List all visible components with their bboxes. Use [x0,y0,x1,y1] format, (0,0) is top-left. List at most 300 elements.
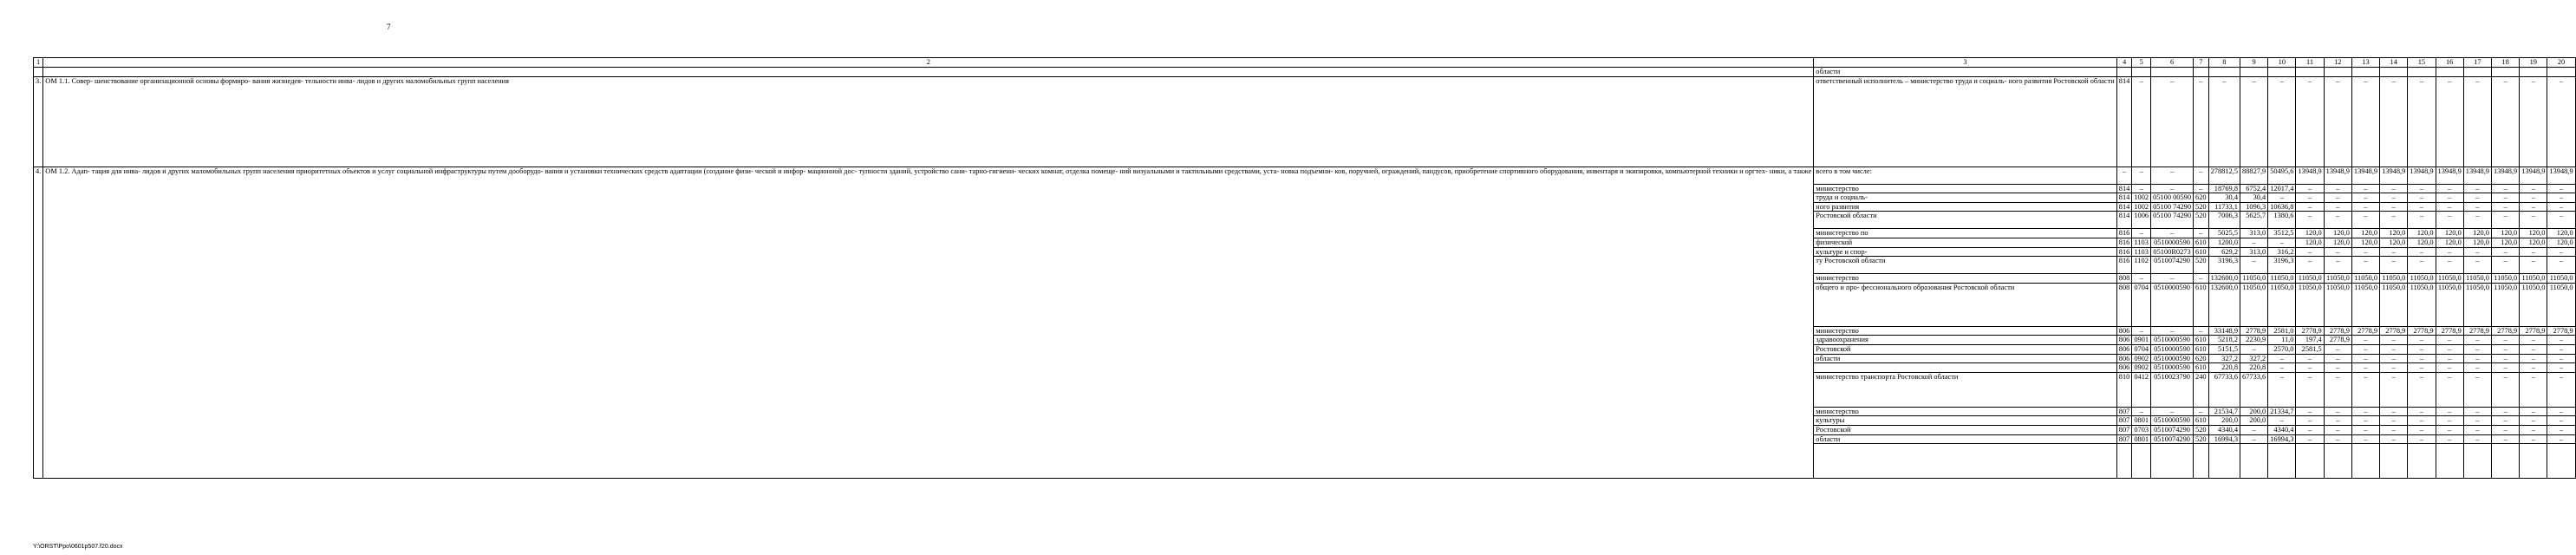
table-cell: – [2151,407,2194,416]
table-cell: – [2296,363,2324,373]
table-cell: – [2380,344,2408,354]
table-cell: 10636,8 [2268,202,2296,212]
table-cell: 0902 [2132,363,2151,373]
table-cell: 200,0 [2240,407,2268,416]
table-cell: 2778,9 [2520,326,2547,336]
table-cell: – [2547,354,2575,363]
table-cell [2194,444,2209,479]
table-cell: – [2491,184,2519,193]
table-cell: – [2194,184,2209,193]
table-cell: 0902 [2132,354,2151,363]
table-cell: – [2296,247,2324,257]
table-cell: 4. [34,166,43,479]
table-cell: 3196,3 [2268,257,2296,274]
table-cell: – [2268,372,2296,407]
column-number-cell: 12 [2324,58,2351,68]
table-cell: – [2547,336,2575,345]
table-cell: – [2436,354,2463,363]
table-cell: 13948,9 [2296,166,2324,184]
table-cell: – [2491,354,2519,363]
table-cell: 200,0 [2240,416,2268,426]
table-cell: – [2436,193,2463,203]
table-cell: 814 [2116,193,2132,203]
table-cell: – [2380,354,2408,363]
table-cell: 807 [2116,407,2132,416]
table-cell: области [1814,68,2116,77]
table-cell: 120,0 [2463,229,2491,238]
table-cell [2408,444,2436,479]
column-number-row [34,58,2576,68]
table-cell: 808 [2116,283,2132,326]
table-cell: – [2547,76,2575,166]
table-cell: – [2491,363,2519,373]
table-cell: 620 [2194,354,2209,363]
table-cell: – [2240,344,2268,354]
table-cell: 520 [2194,434,2209,444]
table-cell: 0510000590 [2151,238,2194,247]
table-cell: – [2520,257,2547,274]
table-cell: – [2351,416,2379,426]
table-cell: 2778,9 [2324,336,2351,345]
table-cell: – [2463,363,2491,373]
table-row [34,76,2576,166]
table-cell: 2230,9 [2240,336,2268,345]
table-cell: – [2194,274,2209,284]
table-cell: 11050,0 [2268,274,2296,284]
table-cell: – [2547,344,2575,354]
table-cell: – [2268,416,2296,426]
table-cell [2547,68,2575,77]
table-cell: – [2380,257,2408,274]
table-cell: 610 [2194,416,2209,426]
table-cell: – [2463,434,2491,444]
budget-table [33,57,2576,479]
table-cell: – [2240,257,2268,274]
table-cell: 16994,3 [2208,434,2240,444]
column-number-cell: 15 [2408,58,2436,68]
table-cell: министерство [1814,407,2116,416]
table-cell: ного развития [1814,202,2116,212]
table-cell: – [2491,416,2519,426]
table-cell: 11,0 [2268,336,2296,345]
table-cell: – [2351,76,2379,166]
table-cell: 1380,6 [2268,212,2296,229]
table-cell: 5151,5 [2208,344,2240,354]
table-cell [2151,444,2194,479]
table-cell: – [2268,76,2296,166]
table-cell: – [2547,407,2575,416]
table-cell: – [2547,247,2575,257]
table-cell: – [2194,166,2209,184]
table-cell [2116,68,2132,77]
table-cell: 120,0 [2491,229,2519,238]
table-cell: – [2408,212,2436,229]
table-cell [2240,444,2268,479]
table-cell: 520 [2194,425,2209,434]
table-cell: – [2132,184,2151,193]
table-cell: – [2408,363,2436,373]
table-cell: ОМ 1.2. Адап- тация для инва- лидов и других маломобильных групп населения приоритетных объектов и услуг социальной инфраструктуры путем дооборудо- вания и установки технических средств адаптации (создание физи- ческой и инфор- мационной дос- тупности зданий, устройство сани- тарно-гигиени- ческих комнат, отделка помеще- ний визуальными и тактильными средствами, уста- новка подъемни- ков, поручней, ограждений, пандусов, приобретение спортивного оборудования, инвентаря и экипировки, компьютерной техники и оргтех- ники, а также [43,166,1814,479]
table-cell: 11050,0 [2491,274,2519,284]
table-cell [2116,444,2132,479]
table-cell: 132600,0 [2208,274,2240,284]
table-cell: – [2324,76,2351,166]
table-cell: – [2520,372,2547,407]
table-cell: всего в том числе: [1814,166,2116,184]
table-cell: 0901 [2132,336,2151,345]
column-number-cell: 3 [1814,58,2116,68]
table-cell: – [2380,202,2408,212]
table-cell: – [2351,257,2379,274]
table-cell [2194,68,2209,77]
table-cell: 13948,9 [2463,166,2491,184]
table-cell: 197,4 [2296,336,2324,345]
table-cell: 4340,4 [2208,425,2240,434]
table-cell: – [2324,212,2351,229]
table-cell: 2778,9 [2463,326,2491,336]
table-cell: 0510074290 [2151,425,2194,434]
table-cell: – [2132,166,2151,184]
table-cell: – [2491,76,2519,166]
table-cell: – [2408,407,2436,416]
table-cell: 620 [2194,193,2209,203]
table-cell: – [2491,257,2519,274]
table-cell: 1006 [2132,212,2151,229]
table-cell: – [2436,336,2463,345]
table-cell: – [2268,193,2296,203]
table-cell: 67733,6 [2240,372,2268,407]
table-cell: 120,0 [2408,229,2436,238]
table-cell: 0703 [2132,425,2151,434]
table-cell: – [2151,274,2194,284]
table-cell: 807 [2116,434,2132,444]
table-cell [2132,68,2151,77]
table-cell: 13948,9 [2547,166,2575,184]
table-cell: 13948,9 [2380,166,2408,184]
table-cell: – [2324,354,2351,363]
table-cell: – [2408,336,2436,345]
table-cell: 5025,5 [2208,229,2240,238]
table-cell: – [2463,407,2491,416]
table-cell: 120,0 [2408,238,2436,247]
table-cell: – [2408,184,2436,193]
table-cell: 327,2 [2240,354,2268,363]
table-cell: – [2547,202,2575,212]
table-cell: – [2240,425,2268,434]
table-cell: – [2408,76,2436,166]
table-cell [1814,363,2116,373]
table-cell: – [2194,229,2209,238]
table-cell [2436,444,2463,479]
table-cell: 806 [2116,354,2132,363]
table-cell: 806 [2116,344,2132,354]
table-cell: – [2296,212,2324,229]
table-cell: 13948,9 [2408,166,2436,184]
table-cell: – [2324,372,2351,407]
table-cell: 313,0 [2240,247,2268,257]
table-cell: – [2380,76,2408,166]
table-cell: 120,0 [2380,238,2408,247]
table-cell: – [2520,434,2547,444]
table-cell: – [2491,202,2519,212]
table-cell [34,68,43,77]
table-cell: – [2380,336,2408,345]
column-number-cell: 13 [2351,58,2379,68]
table-cell: – [2408,344,2436,354]
table-cell [2380,444,2408,479]
table-cell: 240 [2194,372,2209,407]
table-cell: – [2380,425,2408,434]
table-cell: – [2351,425,2379,434]
column-number-cell: 18 [2491,58,2519,68]
table-cell: – [2351,434,2379,444]
table-cell: 120,0 [2324,238,2351,247]
table-cell: 11050,0 [2240,283,2268,326]
table-cell: – [2463,416,2491,426]
table-cell: 3196,3 [2208,257,2240,274]
table-cell: 16994,3 [2268,434,2296,444]
table-cell: 132600,0 [2208,283,2240,326]
table-cell: – [2463,372,2491,407]
table-cell: 816 [2116,238,2132,247]
table-cell [2268,68,2296,77]
table-cell: – [2520,336,2547,345]
table-cell: – [2380,363,2408,373]
table-cell: – [2132,326,2151,336]
table-cell: – [2436,425,2463,434]
table-cell: – [2547,184,2575,193]
table-cell: – [2463,202,2491,212]
table-cell: – [2151,326,2194,336]
table-cell: 6752,4 [2240,184,2268,193]
table-cell: – [2324,434,2351,444]
column-number-cell: 14 [2380,58,2408,68]
column-number-cell: 19 [2520,58,2547,68]
table-cell: министерство транспорта Ростовской области [1814,372,2116,407]
table-cell: – [2463,193,2491,203]
table-cell: – [2491,344,2519,354]
table-cell: – [2463,212,2491,229]
table-cell: – [2151,76,2194,166]
table-cell: 11050,0 [2380,274,2408,284]
table-cell: – [2520,184,2547,193]
table-cell [2463,68,2491,77]
table-cell: 88827,9 [2240,166,2268,184]
table-cell: 11050,0 [2408,274,2436,284]
table-cell [1814,444,2116,479]
table-cell: 30,4 [2240,193,2268,203]
table-cell: 11050,0 [2436,283,2463,326]
table-cell: 0510000590 [2151,354,2194,363]
table-cell [2463,444,2491,479]
table-cell: 814 [2116,184,2132,193]
table-cell: – [2491,425,2519,434]
table-cell: 610 [2194,363,2209,373]
table-cell: 2570,0 [2268,344,2296,354]
table-cell: – [2351,363,2379,373]
table-cell [2296,68,2324,77]
table-cell: 610 [2194,283,2209,326]
table-cell: – [2324,344,2351,354]
table-cell: – [2491,193,2519,203]
footer-file-path: Y:\ORST\Ppo\0601p507.f20.docx [33,544,123,550]
table-cell [2520,68,2547,77]
table-cell: 11050,0 [2491,283,2519,326]
table-cell: – [2380,416,2408,426]
table-cell: – [2463,425,2491,434]
table-cell: – [2151,229,2194,238]
table-cell: 5625,7 [2240,212,2268,229]
table-cell: – [2324,257,2351,274]
table-cell: – [2436,407,2463,416]
table-cell: 05100 74290 [2151,202,2194,212]
table-cell: – [2296,76,2324,166]
table-cell: – [2520,425,2547,434]
table-cell: 0801 [2132,434,2151,444]
table-cell: министерство [1814,274,2116,284]
table-cell: – [2436,184,2463,193]
table-cell: 11050,0 [2520,274,2547,284]
table-cell: – [2351,407,2379,416]
table-cell: – [2436,416,2463,426]
table-cell: – [2491,212,2519,229]
table-cell: 810 [2116,372,2132,407]
table-cell: – [2436,344,2463,354]
table-cell: 0510000590 [2151,336,2194,345]
column-number-cell: 5 [2132,58,2151,68]
table-cell: 807 [2116,416,2132,426]
table-cell: – [2268,363,2296,373]
table-cell: – [2380,434,2408,444]
table-cell: 1102 [2132,257,2151,274]
column-number-cell: 4 [2116,58,2132,68]
table-cell: 11050,0 [2240,274,2268,284]
table-cell: 327,2 [2208,354,2240,363]
table-cell: 220,8 [2208,363,2240,373]
table-cell: 5218,2 [2208,336,2240,345]
column-number-cell: 6 [2151,58,2194,68]
column-number-cell: 8 [2208,58,2240,68]
table-cell [2208,68,2240,77]
table-cell: – [2380,184,2408,193]
table-cell: – [2408,202,2436,212]
table-cell: 2778,9 [2324,326,2351,336]
table-cell: – [2408,416,2436,426]
table-cell: 120,0 [2296,229,2324,238]
table-cell: – [2324,247,2351,257]
table-cell [2324,444,2351,479]
table-cell: – [2463,76,2491,166]
table-cell: 120,0 [2324,229,2351,238]
table-cell: 120,0 [2491,238,2519,247]
table-cell: 808 [2116,274,2132,284]
table-cell: – [2296,257,2324,274]
table-cell: – [2520,202,2547,212]
table-cell: – [2296,193,2324,203]
table-cell: – [2408,193,2436,203]
table-cell: 814 [2116,202,2132,212]
table-cell: 2778,9 [2491,326,2519,336]
table-cell: 0801 [2132,416,2151,426]
table-cell: 120,0 [2520,238,2547,247]
table-cell: 200,0 [2208,416,2240,426]
table-cell: 2581,5 [2296,344,2324,354]
table-cell: 21534,7 [2208,407,2240,416]
table-cell: 2778,9 [2351,326,2379,336]
table-cell: 13948,9 [2436,166,2463,184]
table-cell: 11050,0 [2296,283,2324,326]
table-cell: 806 [2116,326,2132,336]
table-cell: 11733,1 [2208,202,2240,212]
table-cell: – [2436,434,2463,444]
table-cell: 0510000590 [2151,416,2194,426]
column-number-cell: 2 [43,58,1814,68]
table-cell: 807 [2116,425,2132,434]
table-cell: – [2324,363,2351,373]
table-cell: – [2491,336,2519,345]
table-cell: – [2296,202,2324,212]
table-cell: 11050,0 [2463,274,2491,284]
table-cell [2491,444,2519,479]
table-cell: – [2268,354,2296,363]
table-cell: министерство [1814,184,2116,193]
table-cell: 11050,0 [2351,274,2379,284]
table-cell: – [2520,344,2547,354]
table-cell: общего и про- фессионального образования Ростовской области [1814,283,2116,326]
table-cell: – [2380,212,2408,229]
table-cell: 21334,7 [2268,407,2296,416]
table-cell: 610 [2194,344,2209,354]
table-cell: – [2520,193,2547,203]
table-cell [2547,444,2575,479]
table-cell: 2778,9 [2240,326,2268,336]
table-cell: – [2436,212,2463,229]
table-cell: – [2520,247,2547,257]
table-cell: – [2240,434,2268,444]
table-cell: – [2491,372,2519,407]
table-cell: 05100 74290 [2151,212,2194,229]
table-cell: 2778,9 [2436,326,2463,336]
table-cell: 120,0 [2520,229,2547,238]
table-cell: – [2547,363,2575,373]
table-cell: – [2380,407,2408,416]
table-cell: 120,0 [2547,238,2575,247]
table-cell: здравоохранения [1814,336,2116,345]
table-row [34,68,2576,77]
table-cell: – [2240,238,2268,247]
table-cell: 13948,9 [2520,166,2547,184]
table-cell: – [2408,247,2436,257]
table-cell: 67733,6 [2208,372,2240,407]
table-cell: 120,0 [2547,229,2575,238]
table-cell: 629,2 [2208,247,2240,257]
table-cell: Ростовской [1814,425,2116,434]
column-number-cell: 7 [2194,58,2209,68]
table-cell: Ростовской [1814,344,2116,354]
table-cell: – [2380,193,2408,203]
table-cell: – [2491,247,2519,257]
table-cell: – [2208,76,2240,166]
table-cell: 12017,4 [2268,184,2296,193]
table-cell: 1103 [2132,247,2151,257]
table-cell: 0510023790 [2151,372,2194,407]
table-cell: 11050,0 [2463,283,2491,326]
table-cell: – [2463,344,2491,354]
table-cell: 11050,0 [2380,283,2408,326]
table-cell: 0510074290 [2151,434,2194,444]
table-cell: Ростовской области [1814,212,2116,229]
table-cell: – [2296,425,2324,434]
